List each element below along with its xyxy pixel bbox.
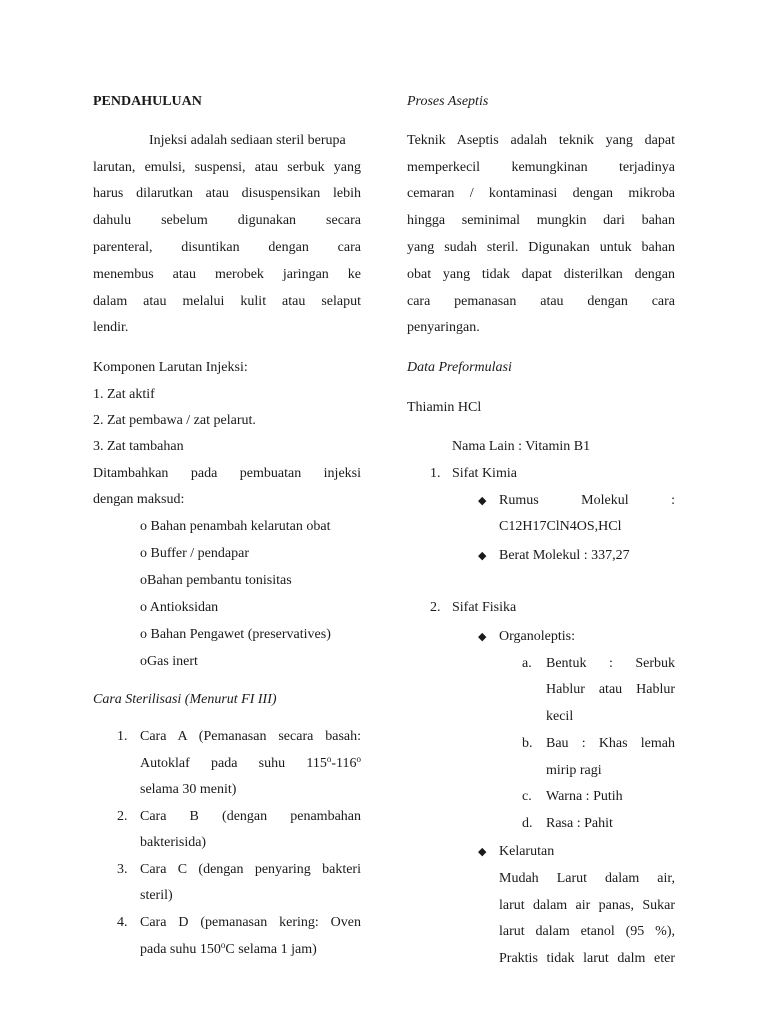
- pendahuluan-heading: PENDAHULUAN: [93, 94, 202, 109]
- organoleptis-label: Organoleptis:: [499, 629, 575, 644]
- cara-c-line-1: Cara C (dengan penyaring bakteri: [140, 862, 361, 877]
- komponen-item: 1. Zat aktif: [93, 387, 155, 402]
- sterilisasi-number: 3.: [117, 862, 128, 877]
- proses-line-7: cara pemanasan atau dengan cara: [407, 294, 675, 309]
- proses-line-2: memperkecil kemungkinan terjadinya: [407, 160, 675, 175]
- bentuk-line-3: kecil: [546, 709, 574, 724]
- cara-b-line-1: Cara B (dengan penambahan: [140, 809, 361, 824]
- organo-letter: c.: [522, 789, 532, 804]
- intro-line-7: dalam atau melalui kulit atau selaput: [93, 294, 361, 309]
- organo-letter: a.: [522, 656, 532, 671]
- purpose-item: oBahan pembantu tonisitas: [140, 573, 292, 588]
- tambahan-line-1: Ditambahkan pada pembuatan injeksi: [93, 466, 361, 481]
- komponen-heading: Komponen Larutan Injeksi:: [93, 360, 248, 375]
- proses-line-3: cemaran / kontaminasi dengan mikroba: [407, 186, 675, 201]
- purpose-item: oGas inert: [140, 654, 198, 669]
- kelarutan-label: Kelarutan: [499, 844, 555, 859]
- intro-line-5: parenteral, disuntikan dengan cara: [93, 240, 361, 255]
- intro-line-1: Injeksi adalah sediaan steril berupa: [149, 133, 346, 148]
- proses-line-1: Teknik Aseptis adalah teknik yang dapat: [407, 133, 675, 148]
- warna: Warna : Putih: [546, 789, 623, 804]
- sifat-fisika-label: Sifat Fisika: [452, 600, 517, 615]
- diamond-bullet-icon: ◆: [478, 495, 487, 507]
- bentuk-line-1: Bentuk : Serbuk: [546, 656, 675, 671]
- purpose-item: o Bahan Pengawet (preservatives): [140, 627, 331, 642]
- bau-line-1: Bau : Khas lemah: [546, 736, 675, 751]
- intro-line-3: harus dilarutkan atau disuspensikan lebih: [93, 186, 361, 201]
- cara-a-line-1: Cara A (Pemanasan secara basah:: [140, 729, 361, 744]
- sterilisasi-number: 1.: [117, 729, 128, 744]
- cara-c-line-2: steril): [140, 888, 173, 903]
- cara-a-line-3: selama 30 menit): [140, 782, 237, 797]
- proses-line-8: penyaringan.: [407, 320, 480, 335]
- tambahan-line-2: dengan maksud:: [93, 492, 185, 507]
- cara-d-line-2: pada suhu 150$^o$C selama 1 jam): [140, 940, 317, 957]
- cara-d-line-1: Cara D (pemanasan kering: Oven: [140, 915, 361, 930]
- proses-line-5: yang sudah steril. Digunakan untuk bahan: [407, 240, 675, 255]
- proses-line-4: hingga seminimal mungkin dari bahan: [407, 213, 675, 228]
- sifat-kimia-number: 1.: [430, 466, 441, 481]
- cara-a-line-2: Autoklaf pada suhu 115$^o$-116$^o$: [140, 754, 361, 771]
- sterilisasi-heading: Cara Sterilisasi (Menurut FI III): [93, 692, 277, 707]
- purpose-item: o Antioksidan: [140, 600, 219, 615]
- intro-line-8: lendir.: [93, 320, 129, 335]
- rasa: Rasa : Pahit: [546, 816, 613, 831]
- organo-letter: d.: [522, 816, 533, 831]
- kelarutan-line-1: Mudah Larut dalam air,: [499, 871, 675, 886]
- sterilisasi-number: 2.: [117, 809, 128, 824]
- diamond-bullet-icon: ◆: [478, 550, 487, 562]
- intro-line-4: dahulu sebelum digunakan secara: [93, 213, 361, 228]
- kelarutan-line-3: larut dalam etanol (95 %),: [499, 924, 675, 939]
- rumus-molekul-label: Rumus Molekul :: [499, 493, 675, 508]
- kelarutan-line-2: larut dalam air panas, Sukar: [499, 898, 675, 913]
- bau-line-2: mirip ragi: [546, 763, 602, 778]
- sterilisasi-number: 4.: [117, 915, 128, 930]
- berat-molekul: Berat Molekul : 337,27: [499, 548, 630, 563]
- sifat-kimia-label: Sifat Kimia: [452, 466, 517, 481]
- komponen-item: 2. Zat pembawa / zat pelarut.: [93, 413, 256, 428]
- intro-line-6: menembus atau merobek jaringan ke: [93, 267, 361, 282]
- proses-aseptis-heading: Proses Aseptis: [407, 94, 489, 109]
- diamond-bullet-icon: ◆: [478, 846, 487, 858]
- komponen-item: 3. Zat tambahan: [93, 439, 184, 454]
- cara-b-line-2: bakterisida): [140, 835, 207, 850]
- purpose-item: o Bahan penambah kelarutan obat: [140, 519, 331, 534]
- organo-letter: b.: [522, 736, 533, 751]
- sifat-fisika-number: 2.: [430, 600, 441, 615]
- rumus-molekul-value: C12H17ClN4OS,HCl: [499, 519, 622, 534]
- data-preformulasi-heading: Data Preformulasi: [407, 360, 512, 375]
- bentuk-line-2: Hablur atau Hablur: [546, 682, 675, 697]
- nama-lain: Nama Lain : Vitamin B1: [452, 439, 591, 454]
- kelarutan-line-4: Praktis tidak larut dalm eter: [499, 951, 675, 966]
- proses-line-6: obat yang tidak dapat disterilkan dengan: [407, 267, 675, 282]
- purpose-item: o Buffer / pendapar: [140, 546, 249, 561]
- diamond-bullet-icon: ◆: [478, 631, 487, 643]
- intro-line-2: larutan, emulsi, suspensi, atau serbuk yang: [93, 160, 361, 175]
- compound-name: Thiamin HCl: [407, 400, 482, 415]
